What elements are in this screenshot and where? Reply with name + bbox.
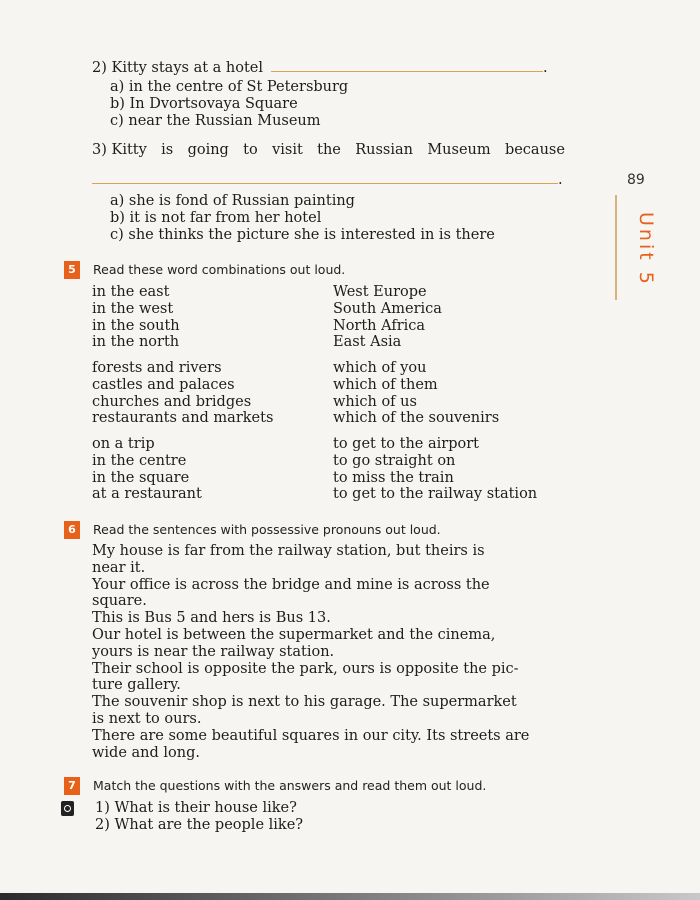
ex7-questions bbox=[95, 800, 303, 834]
q3-stem-word: is bbox=[161, 142, 174, 158]
ex7-question: 1) What is their house like? bbox=[95, 800, 297, 816]
unit-label: Unit 5 bbox=[635, 212, 657, 287]
ex5-right-group-3 bbox=[333, 436, 537, 503]
ex6-sentence-line: is next to ours. bbox=[92, 710, 202, 727]
page-number: 89 bbox=[627, 172, 645, 188]
ex5-right-group-1 bbox=[333, 284, 442, 351]
q2-options bbox=[110, 79, 348, 130]
q3-stem-word: 3) Kitty bbox=[92, 142, 147, 158]
q3-options bbox=[110, 193, 495, 244]
ex5-phrase: West Europe bbox=[333, 284, 427, 300]
ex6-sentence-line: wide and long. bbox=[92, 744, 200, 761]
ex5-phrase: which of you bbox=[333, 360, 427, 376]
ex5-phrase: in the centre bbox=[92, 452, 187, 469]
ex6-sentence-line: yours is near the railway station. bbox=[92, 643, 335, 660]
q2-option-b: b) In Dvortsovaya Square bbox=[110, 96, 298, 112]
q3-stem-word: Russian bbox=[355, 142, 413, 158]
q3-stem-word: to bbox=[243, 142, 258, 158]
ex5-right-group-2 bbox=[333, 360, 499, 427]
page-bottom-edge bbox=[0, 893, 700, 900]
ex6-sentences bbox=[92, 543, 567, 761]
ex5-phrase: in the north bbox=[92, 334, 180, 351]
ex5-phrase: in the square bbox=[92, 469, 190, 486]
q2-option-c: c) near the Russian Museum bbox=[110, 113, 321, 129]
ex5-phrase: to get to the airport bbox=[333, 436, 479, 452]
ex5-phrase: South America bbox=[333, 300, 442, 317]
ex5-phrase: to miss the train bbox=[333, 469, 454, 486]
ex5-phrase: churches and bridges bbox=[92, 393, 252, 410]
ex5-left-group-1 bbox=[92, 284, 180, 351]
exercise-7-badge: 7 bbox=[64, 777, 80, 795]
q3-option-c: c) she thinks the picture she is interested in is there bbox=[110, 227, 495, 243]
ex6-sentence-line: Your office is across the bridge and mine is across the bbox=[92, 576, 490, 593]
ex5-left-group-3 bbox=[92, 436, 202, 503]
ex5-phrase: East Asia bbox=[333, 334, 402, 351]
ex5-phrase: castles and palaces bbox=[92, 376, 235, 393]
ex7-question: 2) What are the people like? bbox=[95, 816, 304, 833]
ex5-phrase: in the east bbox=[92, 284, 170, 300]
ex6-sentence-line: ture gallery. bbox=[92, 677, 181, 694]
ex6-sentence-line: square. bbox=[92, 593, 147, 610]
q3-stem-word: the bbox=[317, 142, 341, 158]
exercise-5-badge: 5 bbox=[64, 261, 80, 279]
unit-divider bbox=[615, 195, 617, 300]
q2-answer-blank[interactable] bbox=[271, 71, 543, 72]
q3-option-a: a) she is fond of Russian painting bbox=[110, 193, 355, 209]
q3-end: . bbox=[558, 172, 563, 188]
q3-blank-line bbox=[92, 172, 563, 189]
ex5-phrase: restaurants and markets bbox=[92, 410, 274, 427]
exercise-6-instruction: Read the sentences with possessive pronouns out loud. bbox=[93, 522, 441, 537]
ex5-phrase: North Africa bbox=[333, 317, 426, 334]
ex6-sentence-line: Our hotel is between the supermarket and the cinema, bbox=[92, 626, 496, 643]
ex5-phrase: at a restaurant bbox=[92, 486, 202, 503]
q2-option-a: a) in the centre of St Petersburg bbox=[110, 79, 349, 95]
ex5-phrase: forests and rivers bbox=[92, 360, 222, 376]
q3-stem-word: visit bbox=[272, 142, 303, 158]
ex5-phrase: in the south bbox=[92, 317, 180, 334]
ex6-sentence-line: This is Bus 5 and hers is Bus 13. bbox=[92, 610, 331, 627]
exercise-6-badge: 6 bbox=[64, 521, 80, 539]
q2-stem: 2) Kitty stays at a hotel bbox=[92, 60, 264, 76]
q3-stem-word: going bbox=[187, 142, 229, 158]
exercise-5-instruction: Read these word combinations out loud. bbox=[93, 262, 346, 277]
q3-answer-blank[interactable] bbox=[92, 183, 558, 184]
ex5-phrase: in the west bbox=[92, 300, 174, 317]
ex5-phrase: which of the souvenirs bbox=[333, 410, 500, 427]
q3-option-b: b) it is not far from her hotel bbox=[110, 210, 322, 226]
ex5-left-group-2 bbox=[92, 360, 273, 427]
audio-icon[interactable] bbox=[61, 801, 74, 816]
ex6-sentence-line: Their school is opposite the park, ours is opposite the pic- bbox=[92, 660, 519, 677]
ex5-phrase: which of us bbox=[333, 393, 417, 410]
ex5-phrase: to get to the railway station bbox=[333, 486, 538, 503]
q2-stem-line bbox=[92, 60, 548, 77]
ex6-sentence-line: My house is far from the railway station, but theirs is bbox=[92, 543, 485, 559]
ex5-phrase: to go straight on bbox=[333, 452, 456, 469]
ex5-phrase: which of them bbox=[333, 376, 438, 393]
q3-stem-word: Museum bbox=[427, 142, 491, 158]
q3-stem-word: because bbox=[504, 142, 565, 158]
exercise-7-instruction: Match the questions with the answers and read them out loud. bbox=[93, 778, 487, 793]
ex6-sentence-line: There are some beautiful squares in our city. Its streets are bbox=[92, 727, 530, 744]
ex5-phrase: on a trip bbox=[92, 436, 155, 452]
ex6-sentence-line: The souvenir shop is next to his garage. The supermarket bbox=[92, 694, 517, 711]
q2-end: . bbox=[543, 60, 548, 76]
q3-stem-line bbox=[92, 142, 565, 159]
ex6-sentence-line: near it. bbox=[92, 559, 146, 576]
